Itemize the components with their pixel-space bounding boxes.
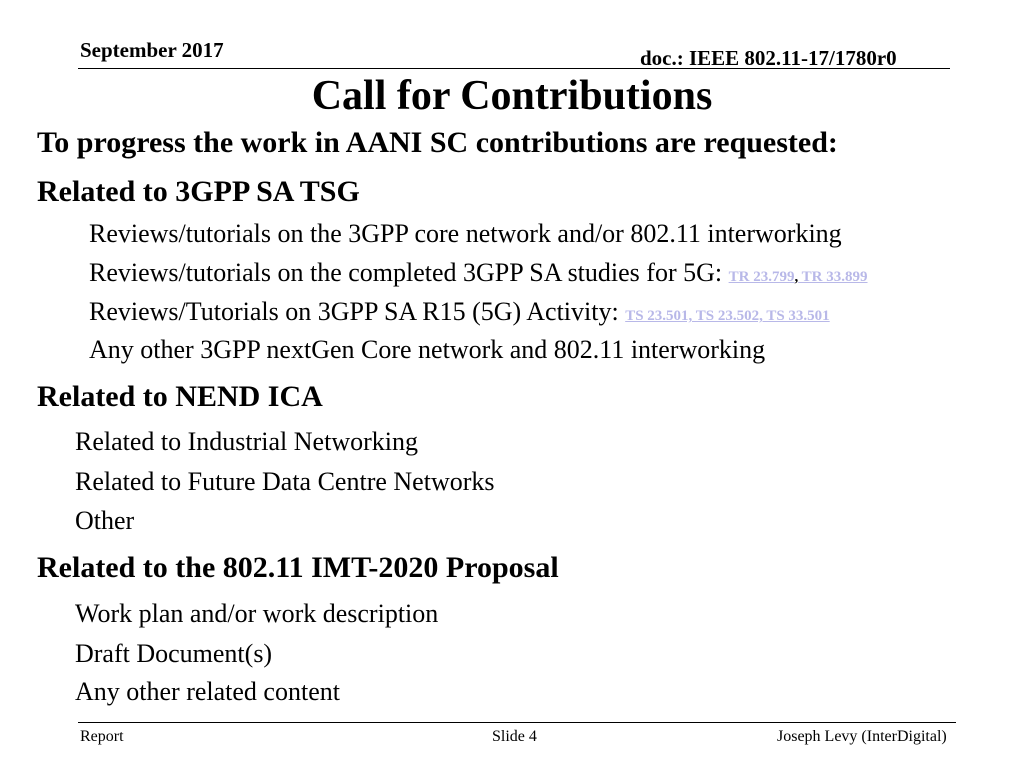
list-item: Work plan and/or work description bbox=[75, 599, 439, 628]
list-item: Any other 3GPP nextGen Core network and 802.11 interworking bbox=[89, 335, 766, 364]
list-item: Related to Industrial Networking bbox=[75, 427, 418, 456]
list-item: Draft Document(s) bbox=[75, 639, 273, 668]
header-date: September 2017 bbox=[80, 38, 224, 62]
slide-title: Call for Contributions bbox=[311, 73, 713, 119]
list-item: Reviews/tutorials on the 3GPP core network and/or 802.11 interworking bbox=[89, 219, 842, 248]
list-item: Related to Future Data Centre Networks bbox=[75, 467, 495, 496]
link-separator: , bbox=[794, 269, 799, 285]
intro-text: To progress the work in AANI SC contributions are requested: bbox=[37, 126, 838, 159]
section-heading-3gpp: Related to 3GPP SA TSG bbox=[37, 175, 360, 208]
list-item-text: Reviews/tutorials on the completed 3GPP SA studies for 5G: bbox=[89, 258, 729, 287]
footer-left: Report bbox=[80, 728, 124, 745]
header-doc-id: doc.: IEEE 802.11-17/1780r0 bbox=[640, 46, 897, 70]
section-heading-imt2020: Related to the 802.11 IMT-2020 Proposal bbox=[37, 551, 559, 584]
header-divider bbox=[78, 68, 950, 69]
section-heading-nend: Related to NEND ICA bbox=[37, 380, 323, 413]
footer-divider bbox=[78, 722, 956, 723]
footer-slide-number: Slide 4 bbox=[492, 728, 537, 745]
link-tr-23-799[interactable]: TR 23.799 bbox=[728, 269, 795, 285]
list-item-text: Reviews/Tutorials on 3GPP SA R15 (5G) Activity: bbox=[89, 297, 626, 326]
list-item: Any other related content bbox=[75, 677, 340, 706]
list-item bbox=[89, 257, 868, 293]
link-ts-group[interactable]: TS 23.501, TS 23.502, TS 33.501 bbox=[625, 308, 830, 324]
footer-author: Joseph Levy (InterDigital) bbox=[777, 728, 947, 745]
list-item: Other bbox=[75, 506, 135, 535]
link-tr-33-899[interactable]: TR 33.899 bbox=[798, 269, 868, 285]
list-item bbox=[89, 296, 830, 332]
